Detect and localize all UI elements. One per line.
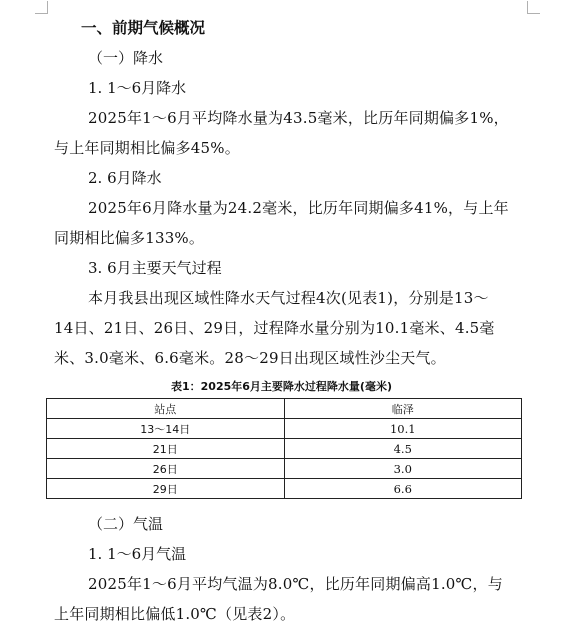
paragraph-line: 上年同期相比偏低1.0℃（见表2）。	[54, 605, 296, 623]
paragraph-line: 米、3.0毫米、6.6毫米。28～29日出现区域性沙尘天气。	[54, 349, 446, 367]
table-row	[47, 419, 522, 439]
page-corner-mark-left	[35, 1, 48, 14]
paragraph-line: 2025年1～6月平均气温为8.0℃，比历年同期偏高1.0℃，与	[88, 575, 503, 593]
paragraph-line: 同期相比偏多133%。	[54, 229, 205, 247]
paragraph-line: 与上年同期相比偏多45%。	[54, 139, 240, 157]
precipitation-table	[46, 398, 522, 499]
table-cell-value: 4.5	[284, 439, 522, 459]
table-cell-value: 10.1	[284, 419, 522, 439]
paragraph-line: 14日、21日、26日、29日，过程降水量分别为10.1毫米、4.5毫	[54, 319, 495, 337]
paragraph-line: 2025年6月降水量为24.2毫米，比历年同期偏多41%，与上年	[88, 199, 509, 217]
table-caption: 表1：2025年6月主要降水过程降水量(毫米)	[171, 380, 392, 393]
page-corner-mark-right	[527, 1, 540, 14]
subsection-heading-precipitation: （一）降水	[88, 49, 164, 67]
table-cell-value: 6.6	[284, 479, 522, 499]
item-title-jan-jun-temp: 1. 1～6月气温	[88, 545, 187, 563]
table-cell-date: 26日	[47, 459, 285, 479]
table-cell-value: 3.0	[284, 459, 522, 479]
table-cell-date: 29日	[47, 479, 285, 499]
item-title-june-precip: 2. 6月降水	[88, 169, 162, 187]
item-title-june-weather: 3. 6月主要天气过程	[88, 259, 222, 277]
table-header-row	[47, 399, 522, 419]
column-header-linze: 临泽	[284, 399, 522, 419]
table-row	[47, 439, 522, 459]
section-heading: 一、前期气候概况	[81, 19, 206, 37]
table-row	[47, 479, 522, 499]
subsection-heading-temperature: （二）气温	[88, 515, 164, 533]
item-title-jan-jun-precip: 1. 1～6月降水	[88, 79, 187, 97]
paragraph-line: 2025年1～6月平均降水量为43.5毫米，比历年同期偏多1%，	[88, 109, 509, 127]
table-row	[47, 459, 522, 479]
table-cell-date: 21日	[47, 439, 285, 459]
paragraph-line: 本月我县出现区域性降水天气过程4次(见表1)，分别是13～	[88, 289, 489, 307]
table-cell-date: 13～14日	[47, 419, 285, 439]
column-header-station: 站点	[47, 399, 285, 419]
